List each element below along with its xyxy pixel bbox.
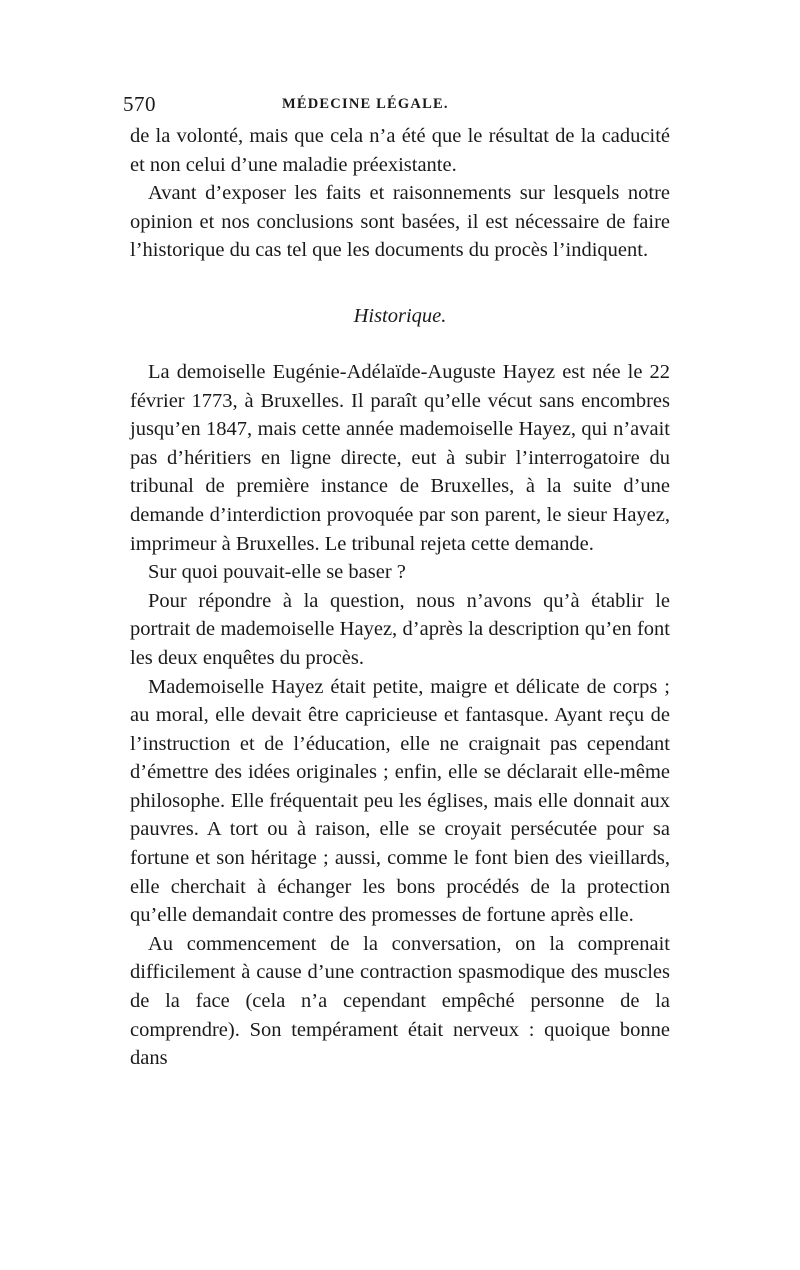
paragraph-portrait: Mademoiselle Hayez était petite, maigre et délicate de corps ; au moral, elle devait être capricieuse et fantasque. Ayant reçu de l’instruction et de l’éducation, elle ne craignait pas cependant d’émettre des idées originales ; enfin, elle se déclarait elle-même philosophe. Elle fréquentait peu les églises, mais elle donnait aux pauvres. A tort ou à raison, elle se croyait persécutée pour sa fortune et son héritage ; aussi, comme le font bien des vieillards, elle cherchait à échanger les bons procédés de la protection qu’elle demandait contre des promesses de fortune après elle. xyxy=(130,675,670,927)
book-page xyxy=(123,92,670,1073)
paragraph-answer: Pour répondre à la question, nous n’avons qu’à établir le portrait de mademoiselle Hayez, d’après la description qu’en font les deux enquêtes du procès. xyxy=(130,589,670,669)
paragraph-birth: La demoiselle Eugénie-Adélaïde-Auguste Hayez est née le 22 février 1773, à Bruxelles. Il paraît qu’elle vécut sans encombres jusqu’en 1847, mais cette année mademoiselle Hayez, qui n’avait pas d’héritiers en ligne directe, eut à subir l’interrogatoire du tribunal de première instance de Bruxelles, à la suite d’une demande d’interdiction provoquée par son parent, le sieur Hayez, imprimeur à Bruxelles. Le tribunal rejeta cette demande. xyxy=(130,360,670,555)
paragraph-conversation: Au commencement de la conversation, on la comprenait difficilement à cause d’une contraction spasmodique des muscles de la face (cela n’a cependant empêché personne de la comprendre). Son tempérament était nerveux : quoique bonne dans xyxy=(130,932,670,1070)
running-title: MÉDECINE LÉGALE. xyxy=(282,96,449,112)
body-text xyxy=(130,122,670,1073)
section-title: Historique. xyxy=(353,304,447,327)
paragraph-question: Sur quoi pouvait-elle se baser ? xyxy=(148,561,406,584)
paragraph-continuation: de la volonté, mais que cela n’a été que le résultat de la caducité et non celui d’une maladie préexistante. xyxy=(130,125,670,176)
paragraph-intro: Avant d’exposer les faits et raisonnements sur lesquels notre opinion et nos conclusions sont basées, il est nécessaire de faire l’historique du cas tel que les documents du procès l’indiquent. xyxy=(130,182,670,262)
page-number: 570 xyxy=(123,92,156,116)
running-header xyxy=(123,92,670,122)
